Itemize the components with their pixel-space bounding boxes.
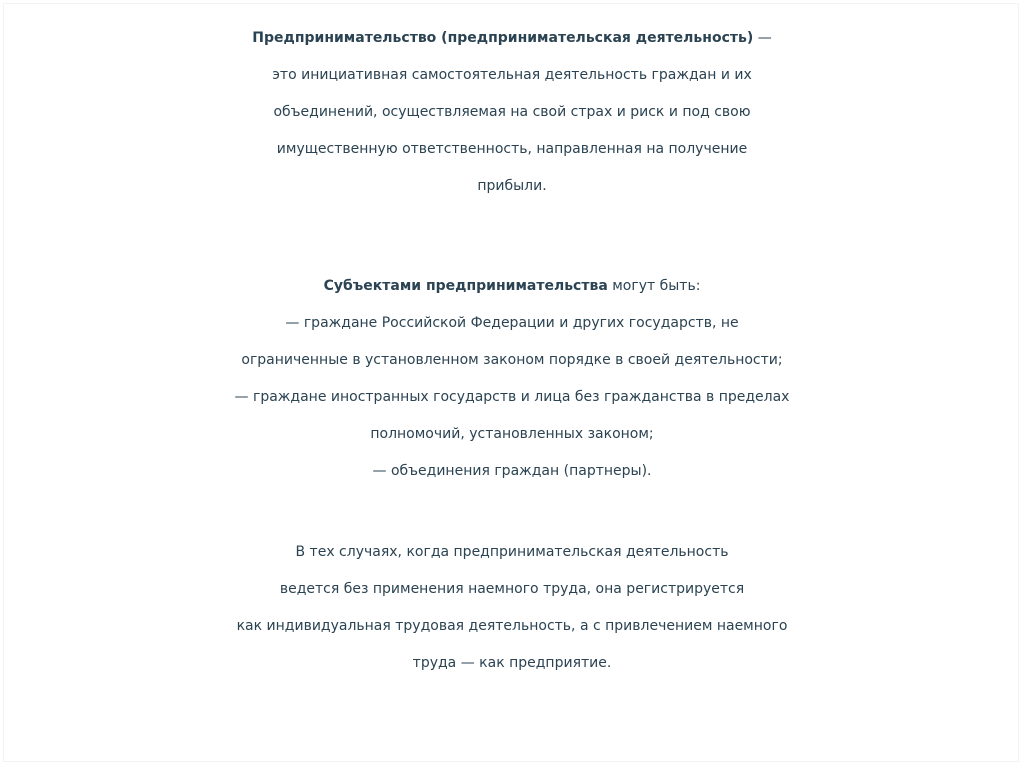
registration-paragraph (0, 534, 1024, 682)
definition-term: Предпринимательство (предпринимательская деятельность) (252, 30, 754, 46)
subjects-term: Субъектами предпринимательства (323, 278, 608, 294)
definition-line: это инициативная самостоятельная деятельность граждан и их (272, 67, 752, 83)
registration-line: В тех случаях, когда предпринимательская деятельность (295, 544, 729, 560)
definition-dash: — (753, 30, 772, 46)
definition-paragraph (0, 20, 1024, 205)
definition-line: прибыли. (477, 178, 547, 194)
subjects-line: ограниченные в установленном законом порядке в своей деятельности; (241, 352, 783, 368)
registration-line: ведется без применения наемного труда, она регистрируется (279, 581, 745, 597)
subjects-heading-line (0, 268, 1024, 305)
subjects-intro: могут быть: (607, 278, 701, 294)
subjects-line: — граждане Российской Федерации и других государств, не (285, 315, 739, 331)
registration-line: как индивидуальная трудовая деятельность, а с привлечением наемного (236, 618, 788, 634)
subjects-line: полномочий, установленных законом; (370, 426, 654, 442)
subjects-line: — граждане иностранных государств и лица без гражданства в пределах (234, 389, 790, 405)
definition-heading-line (0, 20, 1024, 57)
registration-line: труда — как предприятие. (412, 655, 612, 671)
definition-line: имущественную ответственность, направленная на получение (276, 141, 748, 157)
subjects-paragraph (0, 268, 1024, 490)
subjects-line: — объединения граждан (партнеры). (372, 463, 652, 479)
definition-line: объединений, осуществляемая на свой страх и риск и под свою (273, 104, 751, 120)
